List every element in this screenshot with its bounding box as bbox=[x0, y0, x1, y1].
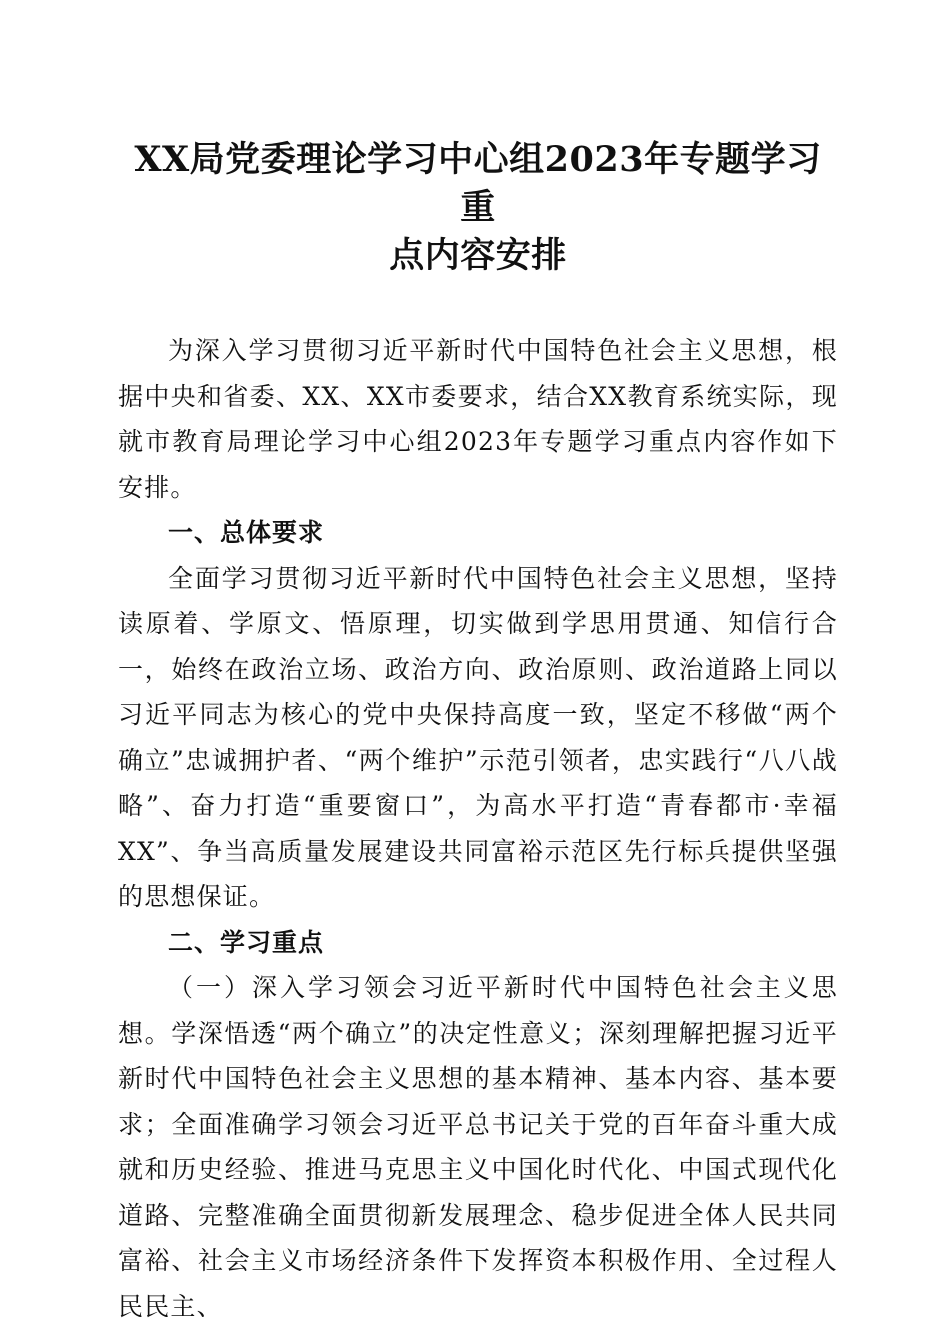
section-1-heading: 一、总体要求 bbox=[168, 518, 325, 547]
section-1-paragraph: 全面学习贯彻习近平新时代中国特色社会主义思想，坚持读原着、学原文、悟原理，切实做到学思用贯通、知信行合一，始终在政治立场、政治方向、政治原则、政治道路上同以习近平同志为核心的党中央保持高度一致，坚定不移做“两个确立”忠诚拥护者、“两个维护”示范引领者，忠实践行“八八战略”、奋力打造“重要窗口”，为高水平打造“青春都市·幸福XX”、争当高质量发展建设共同富裕示范区先行标兵提供坚强的思想保证。 bbox=[118, 563, 838, 911]
document-title bbox=[118, 136, 838, 280]
section-2-heading: 二、学习重点 bbox=[168, 927, 325, 957]
section-2-sub-1-text: 学深悟透“两个确立”的决定性意义；深刻理解把握习近平新时代中国特色社会主义思想的基本精神、基本内容、基本要求；全面准确学习领会习近平总书记关于党的百年奋斗重大成就和历史经验、推进马克思主义中国化时代化、中国式现代化道路、完整准确全面贯彻新发展理念、稳步促进全体人民共同富裕、社会主义市场经济条件下发挥资本积极作用、全过程人民民主、 bbox=[118, 1018, 838, 1321]
title-line-1: XX局党委理论学习中心组2023年专题学习重 bbox=[134, 139, 822, 228]
document-body bbox=[118, 328, 838, 1329]
intro-paragraph: 为深入学习贯彻习近平新时代中国特色社会主义思想，根据中央和省委、XX、XX市委要求，结合XX教育系统实际，现就市教育局理论学习中心组2023年专题学习重点内容作如下安排。 bbox=[118, 336, 838, 502]
title-line-2: 点内容安排 bbox=[389, 235, 567, 276]
section-2-sub-1-paragraph bbox=[118, 965, 838, 1329]
section-2-sub-1-heading: （一）深入学习领会习近平新时代中国特色社会主义思想。 bbox=[118, 973, 838, 1048]
